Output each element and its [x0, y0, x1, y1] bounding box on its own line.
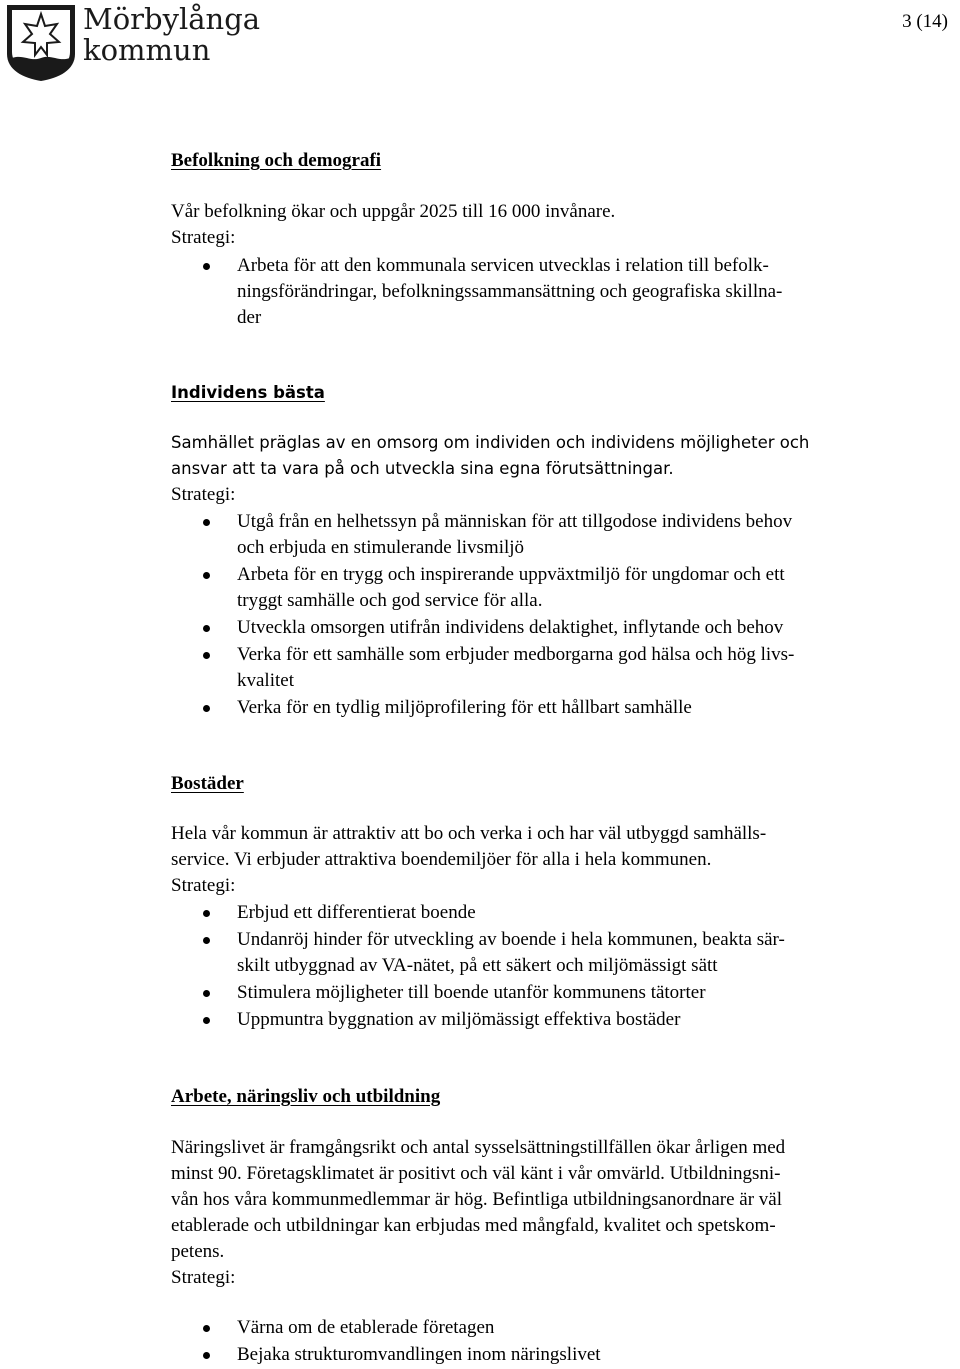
bullet-icon [203, 705, 210, 712]
bullet-icon [203, 1325, 210, 1332]
bullet-icon [203, 910, 210, 917]
bullet-icon [203, 1017, 210, 1024]
intro-line: minst 90. Företagsklimatet är positivt och väl känt i vår omvärld. Utbildningsni- [171, 1163, 781, 1184]
list-item-line: Erbjud ett differentierat boende [237, 902, 476, 923]
intro-line: Vår befolkning ökar och uppgår 2025 till 16 000 invånare. [171, 201, 616, 222]
list-item-line: Stimulera möjligheter till boende utanför kommunens tätorter [237, 982, 706, 1003]
list-item [171, 562, 794, 614]
logo-wordmark [83, 4, 260, 66]
section-intro-arbete [171, 1135, 785, 1291]
list-item-line: ningsförändringar, befolkningssammansättning och geografiska skillna- [237, 281, 783, 302]
coat-of-arms-icon [3, 2, 79, 82]
strategy-label: Strategi: [171, 1267, 236, 1288]
list-item [171, 1342, 601, 1368]
intro-line: vån hos våra kommunmedlemmar är hög. Befintliga utbildningsanordnare är väl [171, 1189, 782, 1210]
section-intro-bostader [171, 821, 766, 899]
list-item [171, 253, 782, 331]
list-item [171, 642, 794, 694]
page-number: 3 (14) [902, 11, 948, 32]
strategy-list-bostader [171, 900, 785, 1034]
strategy-label: Strategi: [171, 875, 236, 896]
list-item-line: Verka för ett samhälle som erbjuder medborgarna god hälsa och hög livs- [237, 644, 795, 665]
bullet-icon [203, 1352, 210, 1359]
section-intro-individens-basta [171, 430, 809, 482]
list-item-line: Utgå från en helhetssyn på människan för att tillgodose individens behov [237, 511, 793, 532]
intro-line: Samhället präglas av en omsorg om individen och individens möjligheter och [171, 433, 810, 452]
strategy-label: Strategi: [171, 227, 236, 248]
bullet-icon [203, 572, 210, 579]
list-item-line: Uppmuntra byggnation av miljömässigt effektiva bostäder [237, 1009, 681, 1030]
intro-line: Näringslivet är framgångsrikt och antal sysselsättningstillfällen ökar årligen med [171, 1137, 786, 1158]
list-item [171, 1315, 601, 1341]
strategy-list-befolkning [171, 253, 782, 331]
section-intro-befolkning [171, 199, 615, 251]
intro-line: Hela vår kommun är attraktiv att bo och verka i och har väl utbyggd samhälls- [171, 823, 767, 844]
list-item-line: kvalitet [237, 670, 294, 691]
section-heading-bostader: Bostäder [171, 773, 244, 794]
list-item-line: och erbjuda en stimulerande livsmiljö [237, 537, 525, 558]
section-heading-individens-basta: Individens bästa [171, 383, 325, 402]
intro-line: petens. [171, 1241, 225, 1262]
strategy-list-arbete [171, 1315, 601, 1369]
intro-line: etablerade och utbildningar kan erbjudas med mångfald, kvalitet och spetskom- [171, 1215, 776, 1236]
list-item [171, 509, 794, 561]
list-item [171, 980, 785, 1006]
strategy-list-individens-basta [171, 509, 794, 722]
list-item-line: Arbeta för att den kommunala servicen utvecklas i relation till befolk- [237, 255, 769, 276]
list-item-line: tryggt samhälle och god service för alla. [237, 590, 543, 611]
list-item [171, 695, 794, 721]
municipality-logo [3, 2, 263, 84]
intro-line: ansvar att ta vara på och utveckla sina egna förutsättningar. [171, 459, 674, 478]
list-item-line: Verka för en tydlig miljöprofilering för ett hållbart samhälle [237, 697, 692, 718]
bullet-icon [203, 990, 210, 997]
list-item-line: der [237, 307, 262, 328]
logo-line-2: kommun [83, 33, 211, 67]
list-item [171, 615, 794, 641]
section-heading-arbete: Arbete, näringsliv och utbildning [171, 1086, 441, 1107]
bullet-icon [203, 263, 210, 270]
bullet-icon [203, 937, 210, 944]
bullet-icon [203, 652, 210, 659]
list-item-line: Utveckla omsorgen utifrån individens delaktighet, inflytande och behov [237, 617, 784, 638]
logo-line-1: Mörbylånga [83, 2, 261, 36]
bullet-icon [203, 625, 210, 632]
list-item [171, 927, 785, 979]
list-item [171, 1007, 785, 1033]
list-item-line: Värna om de etablerade företagen [237, 1317, 495, 1338]
list-item-line: Arbeta för en trygg och inspirerande uppväxtmiljö för ungdomar och ett [237, 564, 785, 585]
list-item [171, 900, 785, 926]
bullet-icon [203, 519, 210, 526]
strategy-label: Strategi: [171, 484, 236, 505]
list-item-line: skilt utbyggnad av VA-nätet, på ett säkert och miljömässigt sätt [237, 955, 718, 976]
intro-line: service. Vi erbjuder attraktiva boendemiljöer för alla i hela kommunen. [171, 849, 712, 870]
section-heading-befolkning: Befolkning och demografi [171, 150, 382, 171]
list-item-line: Bejaka strukturomvandlingen inom näringslivet [237, 1344, 601, 1365]
list-item-line: Undanröj hinder för utveckling av boende i hela kommunen, beakta sär- [237, 929, 785, 950]
